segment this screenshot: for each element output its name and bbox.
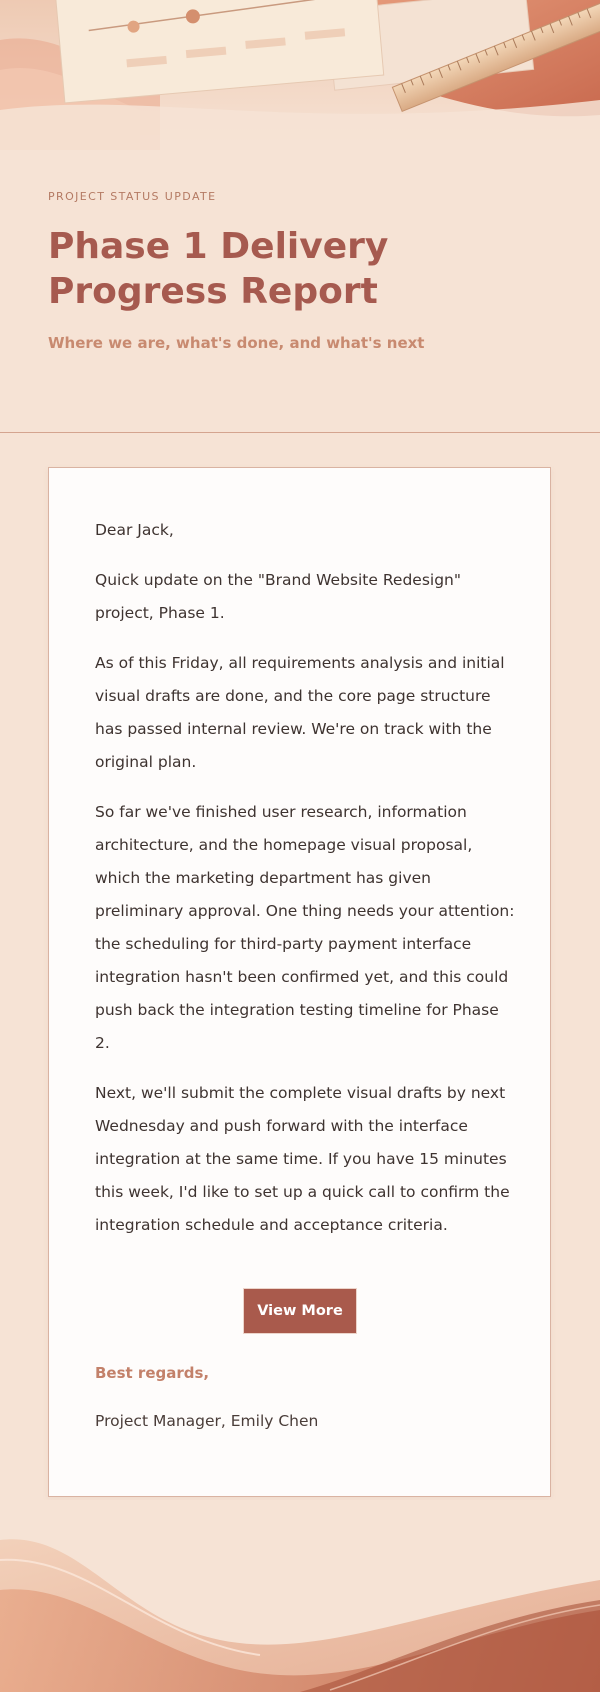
header-section [0,150,600,432]
closing-line: Best regards, [95,1364,210,1382]
section-divider [0,432,600,433]
eyebrow-label: PROJECT STATUS UPDATE [48,190,217,203]
letter-body [95,514,515,1259]
footer-illustration [0,1500,600,1692]
letter-card [48,467,551,1497]
view-more-button[interactable]: View More [243,1288,357,1334]
signature: Project Manager, Emily Chen [95,1412,319,1430]
letter-paragraph: Next, we'll submit the complete visual drafts by next Wednesday and push forward with the interface integration at the same time. If you have 15 minutes this week, I'd like to set up a quick call to confirm the integration schedule and acceptance criteria. [95,1084,510,1234]
letter-paragraph: Quick update on the "Brand Website Redesign" project, Phase 1. [95,571,461,622]
page-subtitle: Where we are, what's done, and what's next [48,334,425,352]
letter-paragraph: As of this Friday, all requirements analysis and initial visual drafts are done, and the core page structure has passed internal review. We're on track with the original plan. [95,654,505,771]
letter-greeting: Dear Jack, [95,521,174,539]
page-title: Phase 1 Delivery Progress Report [48,226,389,312]
hero-illustration [0,0,600,150]
letter-paragraph: So far we've finished user research, information architecture, and the homepage visual proposal, which the marketing department has given preliminary approval. One thing needs your attention: the scheduling for third-party payment interface integration hasn't been confirmed yet, and this could push back the integration testing timeline for Phase 2. [95,803,515,1052]
